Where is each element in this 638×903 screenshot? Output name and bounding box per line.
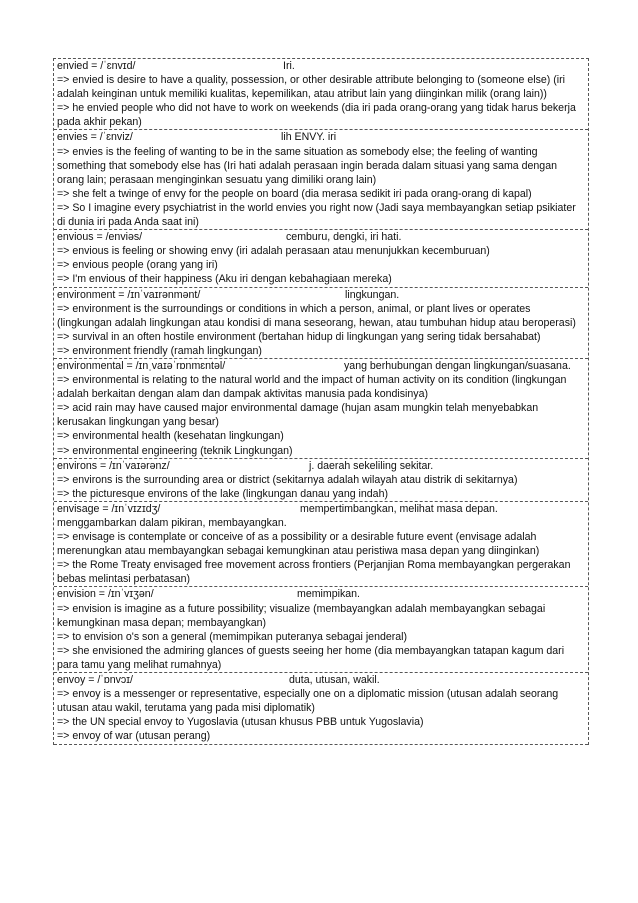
entry-header [57, 587, 586, 601]
entry-translation: duta, utusan, wakil. [289, 674, 380, 687]
entry-line: => environmental is relating to the natural world and the impact of human activity on its condition (lingkungan adalah berkaitan dengan alam dan dampak aktivitas manusia pada kondisinya) [57, 374, 567, 401]
entry-headword: envies = /ˈɛnviz/ [57, 131, 133, 144]
entry-line: menggambarkan dalam pikiran, membayangkan. [57, 517, 287, 529]
entry-line: => envies is the feeling of wanting to be in the same situation as somebody else; the feeling of wanting something that somebody else has (Iri hati adalah perasaan ingin berada dalam situasi yang sama dengan orang lain; perasaan menginginkan sesuatu yang dimiliki orang lain) [57, 145, 557, 186]
entry-header [57, 59, 586, 73]
entry-header [57, 130, 586, 144]
entry-header [57, 502, 586, 516]
entry-translation: cemburu, dengki, iri hati. [286, 231, 402, 244]
entry-line: => environmental engineering (teknik Lingkungan) [57, 444, 293, 457]
entry-line: => environmental health (kesehatan lingkungan) [57, 430, 284, 443]
entry-translation: j. daerah sekeliling sekitar. [309, 459, 434, 472]
entry-headword: envision = /ɪnˈvɪʒən/ [57, 588, 154, 601]
dictionary-entry [54, 673, 588, 744]
dictionary-entry [54, 130, 588, 230]
dictionary-table [53, 58, 589, 745]
entry-line: => the Rome Treaty envisaged free movement across frontiers (Perjanjian Roma membayangkan pergerakan bebas melintasi perbatasan) [57, 559, 571, 586]
entry-headword: envied = /ˈɛnvɪd/ [57, 60, 136, 72]
entry-line: => envision is imagine as a future possibility; visualize (membayangkan adalah membayangkan sebagai kemungkinan masa depan; membayangkan) [57, 602, 546, 629]
entry-translation: yang berhubungan dengan lingkungan/suasana. [344, 359, 571, 372]
entry-line: => So I imagine every psychiatrist in the world envies you right now (Jadi saya membayangkan setiap psikiater di dunia iri pada Anda saat ini) [57, 201, 576, 229]
entry-header [57, 288, 586, 302]
dictionary-entry [54, 587, 588, 673]
dictionary-entry [54, 59, 588, 130]
dictionary-entry [54, 288, 588, 359]
entry-line: => environs is the surrounding area or district (sekitarnya adalah wilayah atau distrik di sekitarnya) [57, 473, 518, 486]
dictionary-entry [54, 359, 588, 459]
entry-header [57, 459, 586, 473]
entry-line: => acid rain may have caused major environmental damage (hujan asam mungkin telah menyebabkan kerusakan lingkungan yang besar) [57, 402, 539, 429]
entry-headword: envious = /enviəs/ [57, 231, 143, 244]
entry-line: => she envisioned the admiring glances of guests seeing her home (dia membayangkan tatapan kagum dari para tamu yang melihat rumahnya) [57, 644, 565, 671]
entry-headword: environment = /ɪnˈvaɪrənmənt/ [57, 288, 201, 301]
entry-headword: environs = /ɪnˈvaɪərənz/ [57, 459, 170, 472]
entry-translation: memimpikan. [297, 588, 360, 601]
entry-line: => envoy is a messenger or representative, especially one on a diplomatic mission (utusan adalah seorang utusan atau wakil, terutama yang pada misi diplomatik) [57, 688, 559, 715]
entry-translation: lih ENVY. iri [281, 131, 337, 144]
entry-header [57, 359, 586, 373]
entry-headword: envoy = /ˈɒnvɔɪ/ [57, 674, 133, 687]
entry-line: => he envied people who did not have to work on weekends (dia iri pada orang-orang yang tidak harus bekerja pada akhir pekan) [57, 102, 576, 129]
dictionary-entry [54, 230, 588, 287]
entry-line: => environment friendly (ramah lingkungan) [57, 344, 262, 357]
entry-line: => envious people (orang yang iri) [57, 259, 218, 272]
entry-line: => survival in an often hostile environment (bertahan hidup di lingkungan yang sering tidak bersahabat) [57, 330, 541, 343]
entry-line: => envied is desire to have a quality, possession, or other desirable attribute belonging to (someone else) (iri adalah keinginan untuk memiliki kualitas, kepemilikan, atau atribut lain yang diinginkan milik (orang lain)) [57, 74, 566, 101]
entry-translation: lingkungan. [345, 288, 400, 301]
entry-line: => the picturesque environs of the lake (lingkungan danau yang indah) [57, 487, 388, 500]
entry-translation: Iri. [283, 60, 295, 72]
entry-line: => I'm envious of their happiness (Aku iri dengan kebahagiaan mereka) [57, 273, 392, 286]
dictionary-entry [54, 459, 588, 502]
entry-header [57, 230, 586, 244]
dictionary-entry [54, 502, 588, 588]
entry-line: => envoy of war (utusan perang) [57, 730, 211, 743]
entry-header [57, 673, 586, 687]
entry-translation: mempertimbangkan, melihat masa depan. [300, 502, 498, 515]
entry-line: => the UN special envoy to Yugoslavia (utusan khusus PBB untuk Yugoslavia) [57, 716, 424, 729]
entry-line: => environment is the surroundings or conditions in which a person, animal, or plant lives or operates (lingkungan adalah lingkungan atau kondisi di mana seseorang, hewan, atau tumbuhan hidup atau beroperasi) [57, 302, 576, 329]
entry-headword: environmental = /ɪnˌvaɪəˈrɒnmɛntəl/ [57, 359, 226, 372]
entry-line: => she felt a twinge of envy for the people on board (dia merasa sedikit iri pada orang-orang di kapal) [57, 187, 532, 200]
entry-headword: envisage = /ɪnˈvɪzɪdʒ/ [57, 502, 161, 515]
entry-line: => envious is feeling or showing envy (iri adalah perasaan atau menunjukkan kecemburuan) [57, 245, 490, 258]
entry-line: => to envision o's son a general (memimpikan puteranya sebagai jenderal) [57, 630, 408, 643]
entry-line: => envisage is contemplate or conceive of as a possibility or a desirable future event (envisage adalah merenungkan atau membayangkan sebagai kemungkinan atau peristiwa masa depan yang diinginkan) [57, 531, 540, 558]
